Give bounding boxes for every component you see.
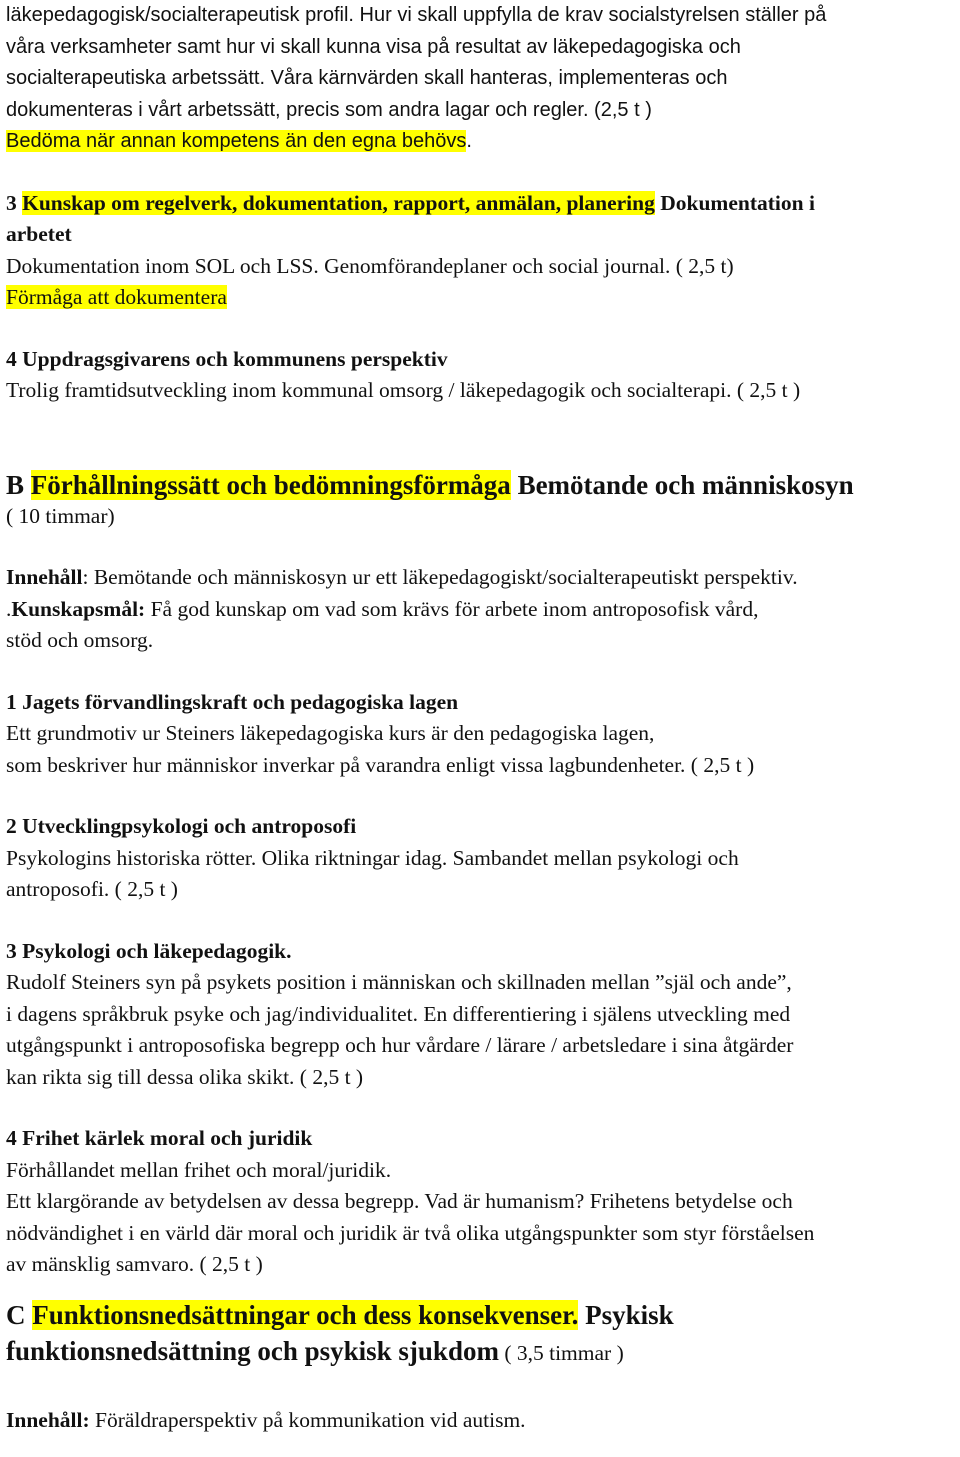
subsection-b3 xyxy=(6,936,960,1094)
subsection-line: kan rikta sig till dessa olika skikt. ( 2,5 t ) xyxy=(6,1064,364,1089)
highlighted-goal: Bedöma när annan kompetens än den egna behövs xyxy=(6,130,467,152)
section-c-title-rest: Psykisk xyxy=(578,1299,674,1330)
section-c-title-line2: funktionsnedsättning och psykisk sjukdom xyxy=(6,1335,499,1366)
subsection-b1 xyxy=(6,687,960,782)
intro-paragraph xyxy=(6,0,960,158)
subsection-line: Ett klargörande av betydelsen av dessa begrepp. Vad är humanism? Frihetens betydelse och xyxy=(6,1189,793,1213)
section-c-title xyxy=(6,1297,960,1333)
section-3-body: Dokumentation inom SOL och LSS. Genomförandeplaner och social journal. ( 2,5 t) xyxy=(6,253,734,278)
section-c-title-highlight: Funktionsnedsättningar och dess konsekvenser. xyxy=(32,1299,579,1330)
intro-line: socialterapeutiska arbetssätt. Våra kärnvärden skall hanteras, implementeras och xyxy=(6,67,728,89)
section-c-content xyxy=(6,1405,960,1437)
goal-text: Få god kunskap om vad som krävs för arbete inom antroposofisk vård, xyxy=(145,596,759,621)
section-b xyxy=(6,467,960,657)
subsection-line: utgångspunkt i antroposofiska begrepp och hur vårdare / lärare / arbetsledare i sina åtgärder xyxy=(6,1033,794,1057)
subsection-b2 xyxy=(6,811,960,906)
intro-line xyxy=(6,126,960,158)
subsection-line: av mänsklig samvaro. ( 2,5 t ) xyxy=(6,1252,263,1276)
section-c-title-cont xyxy=(6,1333,960,1371)
goal-prefix: . xyxy=(6,596,12,621)
content-label: Innehåll xyxy=(6,565,83,589)
subsection-title: 3 Psykologi och läkepedagogik. xyxy=(6,938,292,963)
section-3-title xyxy=(6,188,960,220)
section-b-content xyxy=(6,562,960,594)
section-3-goal: Förmåga att dokumentera xyxy=(6,285,227,309)
section-b-title-highlight: Förhållningssätt och bedömningsförmåga xyxy=(30,469,511,500)
subsection-title: 1 Jagets förvandlingskraft och pedagogiska lagen xyxy=(6,689,459,714)
section-b-hours: ( 10 timmar) xyxy=(6,503,115,528)
section-c-hours: ( 3,5 timmar ) xyxy=(498,1340,624,1365)
subsection-line: Ett grundmotiv ur Steiners läkepedagogiska kurs är den pedagogiska lagen, xyxy=(6,721,655,745)
subsection-line: antroposofi. ( 2,5 t ) xyxy=(6,877,178,901)
content-text: : Bemötande och människosyn ur ett läkepedagogiskt/socialterapeutiskt perspektiv. xyxy=(82,565,798,589)
section-c xyxy=(6,1297,960,1437)
subsection-line: Psykologins historiska rötter. Olika riktningar idag. Sambandet mellan psykologi och xyxy=(6,845,739,870)
intro-line: läkepedagogisk/socialterapeutisk profil. Hur vi skall uppfylla de krav socialstyrelsen ställer på xyxy=(6,4,827,26)
subsection-title: 4 Frihet kärlek moral och juridik xyxy=(6,1126,313,1150)
section-letter: C xyxy=(6,1299,33,1330)
intro-period: . xyxy=(466,130,472,152)
subsection-b4 xyxy=(6,1123,960,1281)
section-number: 3 xyxy=(6,190,23,215)
goal-label: Kunskapsmål: xyxy=(11,596,146,621)
section-b-goal xyxy=(6,594,960,626)
intro-line: dokumenteras i vårt arbetssätt, precis som andra lagar och regler. (2,5 t ) xyxy=(6,98,652,121)
subsection-line: som beskriver hur människor inverkar på varandra enligt vissa lagbundenheter. ( 2,5 t ) xyxy=(6,752,755,777)
section-3 xyxy=(6,188,960,314)
subsection-line: Förhållandet mellan frihet och moral/juridik. xyxy=(6,1157,392,1182)
intro-line: våra verksamheter samt hur vi skall kunna visa på resultat av läkepedagogiska och xyxy=(6,35,741,58)
section-4-title: 4 Uppdragsgivarens och kommunens perspektiv xyxy=(6,346,448,371)
section-title-highlight: Kunskap om regelverk, dokumentation, rapport, anmälan, planering xyxy=(22,190,655,215)
section-title-rest: Dokumentation i xyxy=(654,190,815,215)
content-text: Föräldraperspektiv på kommunikation vid autism. xyxy=(89,1407,526,1432)
subsection-line: i dagens språkbruk psyke och jag/individualitet. En differentiering i själens utveckling med xyxy=(6,1001,791,1026)
subsection-title: 2 Utvecklingpsykologi och antroposofi xyxy=(6,814,357,838)
subsection-line: Rudolf Steiners syn på psykets position i människan och skillnaden mellan ”själ och ande”, xyxy=(6,970,792,994)
section-b-title-rest: Bemötande och människosyn xyxy=(510,469,854,500)
section-4 xyxy=(6,344,960,407)
content-label: Innehåll: xyxy=(6,1407,90,1432)
section-3-title-cont: arbetet xyxy=(6,222,72,246)
section-4-body: Trolig framtidsutveckling inom kommunal omsorg / läkepedagogik och socialterapi. ( 2,5 t ) xyxy=(6,378,801,402)
section-letter: B xyxy=(6,469,31,500)
section-b-title xyxy=(6,467,960,503)
section-b-goal-cont: stöd och omsorg. xyxy=(6,628,154,652)
subsection-line: nödvändighet i en värld där moral och juridik är två olika utgångspunkter som styr förståelsen xyxy=(6,1220,815,1245)
